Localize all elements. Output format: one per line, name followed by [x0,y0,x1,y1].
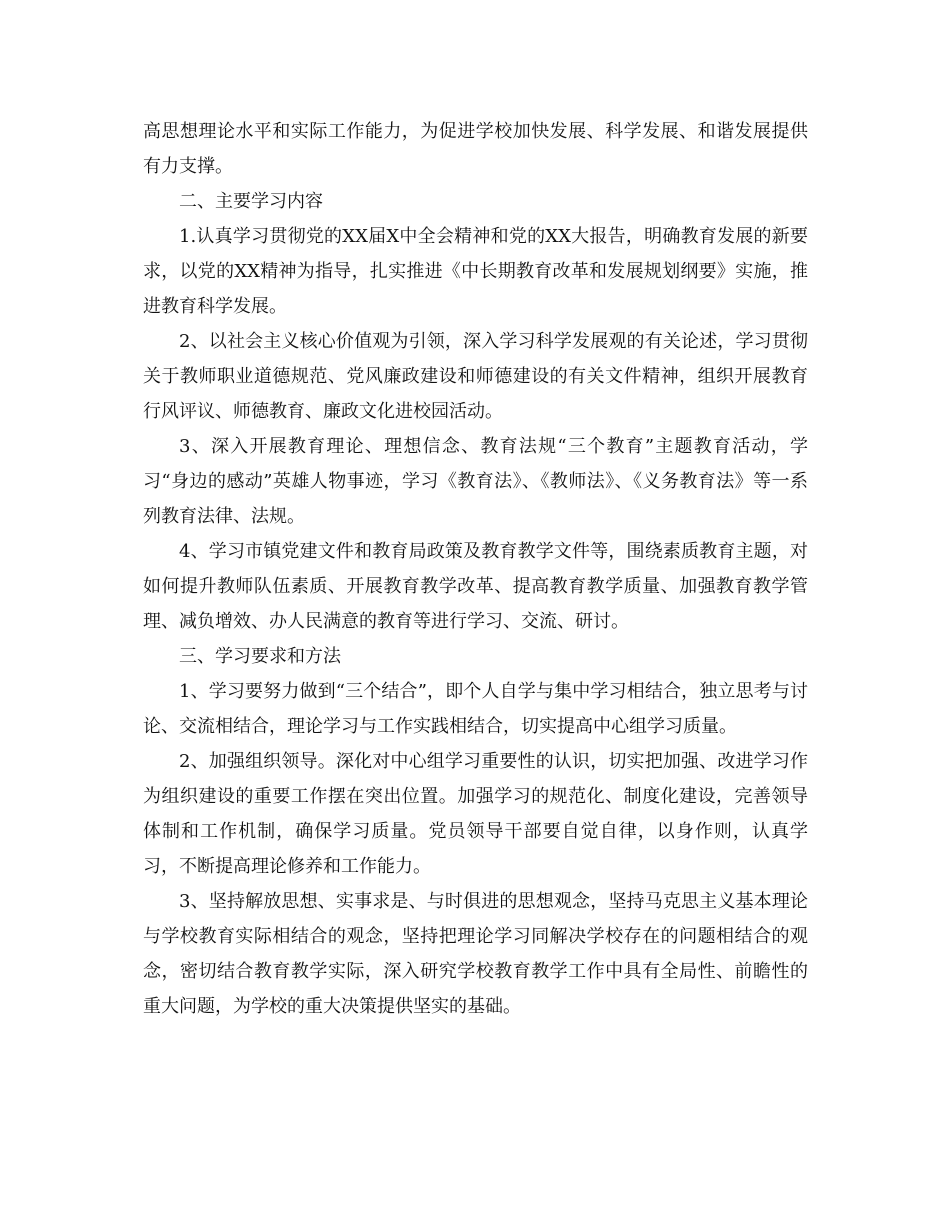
paragraph-continuation: 高思想理论水平和实际工作能力，为促进学校加快发展、科学发展、和谐发展提供有力支撑。 [143,121,808,177]
paragraph-content-item-4: 4、学习市镇党建文件和教育局政策及教育教学文件等，围绕素质教育主题，对如何提升教师队伍素质、开展教育教学改革、提高教育教学质量、加强教育教学管理、减负增效、办人民满意的教育等进行学习、交流、研讨。 [143,541,808,632]
section-heading-main-content: 二、主要学习内容 [179,191,323,212]
paragraph-content-item-3: 3、深入开展教育理论、理想信念、教育法规“三个教育”主题教育活动，学习“身边的感动”英雄人物事迹，学习《教育法》、《教师法》、《义务教育法》等一系列教育法律、法规。 [143,436,808,527]
paragraph-content-item-1: 1.认真学习贯彻党的XX届X中全会精神和党的XX大报告，明确教育发展的新要求，以党的XX精神为指导，扎实推进《中长期教育改革和发展规划纲要》实施，推进教育科学发展。 [143,226,808,317]
document-body [143,114,808,1024]
paragraph-content-item-2: 2、以社会主义核心价值观为引领，深入学习科学发展观的有关论述，学习贯彻关于教师职业道德规范、党风廉政建设和师德建设的有关文件精神，组织开展教育行风评议、师德教育、廉政文化进校园活动。 [143,331,808,422]
paragraph-requirement-item-2: 2、加强组织领导。深化对中心组学习重要性的认识，切实把加强、改进学习作为组织建设的重要工作摆在突出位置。加强学习的规范化、制度化建设，完善领导体制和工作机制，确保学习质量。党员领导干部要自觉自律，以身作则，认真学习，不断提高理论修养和工作能力。 [143,751,808,877]
paragraph-requirement-item-3: 3、坚持解放思想、实事求是、与时俱进的思想观念，坚持马克思主义基本理论与学校教育实际相结合的观念，坚持把理论学习同解决学校存在的问题相结合的观念，密切结合教育教学实际，深入研究学校教育教学工作中具有全局性、前瞻性的重大问题，为学校的重大决策提供坚实的基础。 [143,891,808,1017]
paragraph-requirement-item-1: 1、学习要努力做到“三个结合”，即个人自学与集中学习相结合，独立思考与讨论、交流相结合，理论学习与工作实践相结合，切实提高中心组学习质量。 [143,681,808,737]
section-heading-requirements: 三、学习要求和方法 [179,646,341,667]
